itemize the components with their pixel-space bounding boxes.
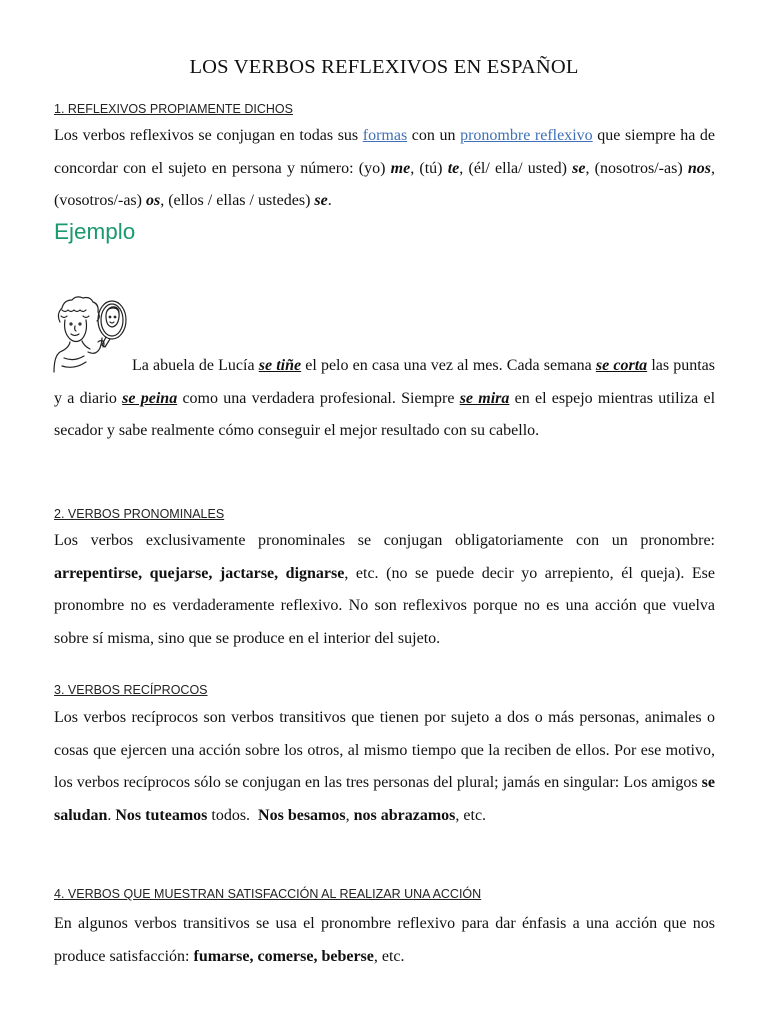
pronoun-se: se <box>572 159 586 177</box>
verb-se-tine: se tiñe <box>258 357 302 374</box>
pronoun-os: os <box>145 192 161 209</box>
text-run: con un <box>407 127 461 144</box>
pronoun-te: te <box>447 159 460 177</box>
text-run: . <box>107 806 116 824</box>
text-run: , etc. <box>373 947 405 965</box>
text-run: , (tú) <box>410 159 448 177</box>
pronoun-nos: nos <box>687 159 711 177</box>
formas-link[interactable]: formas <box>362 127 408 144</box>
verb-se-saludan: se saludan <box>54 774 715 824</box>
section-2-heading: 2. VERBOS PRONOMINALES <box>54 507 225 521</box>
section-1-paragraph <box>54 120 715 218</box>
text-run: En algunos verbos transitivos se usa el pronombre reflexivo para dar énfasis a una acción que nos produce satisfacción: <box>54 915 715 965</box>
section-1-heading: 1. REFLEXIVOS PROPIAMENTE DICHOS <box>54 102 293 116</box>
pronoun-me: me <box>390 159 411 177</box>
text-run: todos. <box>207 806 259 824</box>
section-4-heading: 4. VERBOS QUE MUESTRAN SATISFACCIÓN AL REALIZAR UNA ACCIÓN <box>54 887 482 901</box>
verb-nos-besamos: Nos besamos <box>258 806 346 824</box>
text-run: como una verdadera profesional. Siempre <box>177 389 460 407</box>
example-label: Ejemplo <box>54 219 136 244</box>
example-paragraph <box>54 350 715 448</box>
text-run: , etc. (no se puede decir yo arrepiento, él queja). Ese pronombre no es verdaderamente reflexivo. No son reflexivos porque no es una acción que vuelva sobre sí misma, sino que se produce en el interior del sujeto. <box>54 564 715 647</box>
text-run: , etc. <box>455 806 487 824</box>
text-run: las puntas y a diario <box>54 357 716 407</box>
verb-se-peina: se peina <box>122 389 178 407</box>
section-3-paragraph <box>54 702 715 832</box>
text-run: , <box>345 806 354 824</box>
verb-se-mira: se mira <box>459 389 510 407</box>
text-run: , (nosotros/-as) <box>585 159 688 177</box>
section-3-heading: 3. VERBOS RECÍPROCOS <box>54 683 208 697</box>
page-title: LOS VERBOS REFLEXIVOS EN ESPAÑOL <box>189 56 579 78</box>
verb-nos-tuteamos: Nos tuteamos <box>115 806 208 824</box>
pronoun-se-plural: se <box>314 192 328 209</box>
pronombre-reflexivo-link[interactable]: pronombre reflexivo <box>460 127 593 144</box>
text-run: el pelo en casa una vez al mes. Cada semana <box>301 357 596 374</box>
text-run: Los verbos recíprocos son verbos transitivos que tienen por sujeto a dos o más personas, animales o cosas que ejercen una acción sobre los otros, al mismo tiempo que la reciben de ellos. Por ese motivo, los verbos recíprocos sólo se conjugan en las tres personas del plural; jamás en singular: Los amigos <box>54 709 715 791</box>
section-2-paragraph <box>54 525 715 655</box>
verb-se-corta: se corta <box>595 357 648 374</box>
text-run: , (él/ ella/ usted) <box>459 159 573 177</box>
verb-nos-abrazamos: nos abrazamos <box>353 806 456 824</box>
text-run: , (vosotros/-as) <box>54 159 715 209</box>
satisfaction-verbs-list: fumarse, comerse, beberse <box>193 947 374 965</box>
text-run: , (ellos / ellas / ustedes) <box>160 192 315 209</box>
pronominal-verbs-list: arrepentirse, quejarse, jactarse, dignarse <box>54 564 345 582</box>
text-run: en el espejo mientras utiliza el secador y sabe realmente cómo conseguir el mejor resultado con su cabello. <box>54 389 716 439</box>
section-4-paragraph <box>54 908 715 973</box>
text-run: que siempre ha de concordar con el sujeto en persona y número: (yo) <box>54 127 716 177</box>
text-run: La abuela de Lucía <box>132 357 259 374</box>
text-run: . <box>327 192 332 209</box>
text-run: Los verbos reflexivos se conjugan en todas sus <box>54 127 363 144</box>
text-run: Los verbos exclusivamente pronominales se conjugan obligatoriamente con un pronombre: <box>54 532 715 549</box>
